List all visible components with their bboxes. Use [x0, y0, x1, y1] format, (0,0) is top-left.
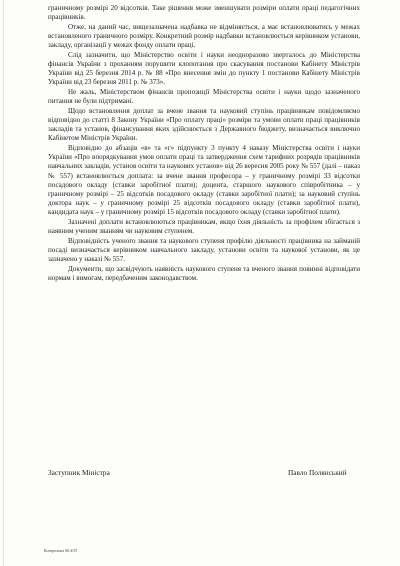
signatory-position: Заступник Міністра	[48, 468, 110, 477]
letter-body	[48, 4, 360, 284]
paragraph-5: Щодо встановлення доплат за вчене звання та науковий ступінь працівникам повідомляємо відповідно до статті 8 Закону України «Про оплату праці» розміри та умови оплати праці працівників закладів та установ, фінансування яких здійснюється з Державного бюджету, визначається виключно Кабінетом Міністрів України.	[48, 106, 360, 143]
paragraph-9: Документи, що засвідчують наявність наукового ступеня та вченого звання повинні відповідати нормам і вимогам, передбаченим законодавством.	[48, 264, 360, 283]
signatory-name: Павло Полянський	[288, 468, 347, 477]
paragraph-1: граничному розмірі 20 відсотків. Таке рішення може зменшувати розміри оплати праці педагогічних працівників.	[48, 4, 360, 22]
paragraph-2: Отже, на даний час, вищезазначена надбавка не відміняється, а має встановлюватись у межах встановленого граничного розміру. Конкретний розмір надбавки встановлюється керівником установи, закладу, організації у межах фонду оплати праці.	[48, 22, 360, 50]
scan-edge	[3, 0, 4, 566]
paragraph-6: Відповідно до абзаців «в» та «г» підпункту 3 пункту 4 наказу Міністерства освіти і науки України «Про впорядкування умов оплати праці та затвердження схем тарифних розрядів працівників навчальних закладів, установ освіти та наукових установ» від 26 вересня 2005 року № 557 (далі – наказ № 557) встановлюється доплата: за вчене звання професора – у граничному розмірі 33 відсотки посадового окладу (ставки заробітної плати); доцента, старшого наукового співробітника – у граничному розмірі – 25 відсотків посадового окладу (ставки заробітної плати); за науковий ступінь доктора наук – у граничному розмірі 25 відсотків посадового окладу (ставки заробітної плати), кандидата наук – у граничному розмірі 15 відсотків посадового окладу (ставки заробітної плати).	[48, 144, 360, 217]
paragraph-4: Не жаль, Міністерством фінансів пропозиції Міністерства освіти і науки щодо зазначеного питання не були підтримані.	[48, 88, 360, 106]
paragraph-8: Відповідність ученого звання та наукового ступеня профілю діяльності працівника на займаній посаді визначається керівником навчального закладу, установи освіти та наукової установи, як це зазначено у наказі № 557.	[48, 236, 360, 264]
paragraph-7: Зазначені доплати встановлюються працівникам, якщо їхня діяльність за профілем збігається з наявним ученим званням чи науковим ступенем.	[48, 218, 360, 236]
paragraph-3: Слід зазначити, що Міністерство освіти і науки неодноразово зверталось до Міністерства фінансів України з проханням порушити клопотання про скасування постанови Кабінету Міністрів України від 25 березня 2014 р. № 88 «Про внесення змін до пункту 1 постанови Кабінету Міністрів України від 23 березня 2011 р. № 373».	[48, 50, 360, 87]
footnote: Контрольна 68.4/55	[44, 548, 78, 553]
